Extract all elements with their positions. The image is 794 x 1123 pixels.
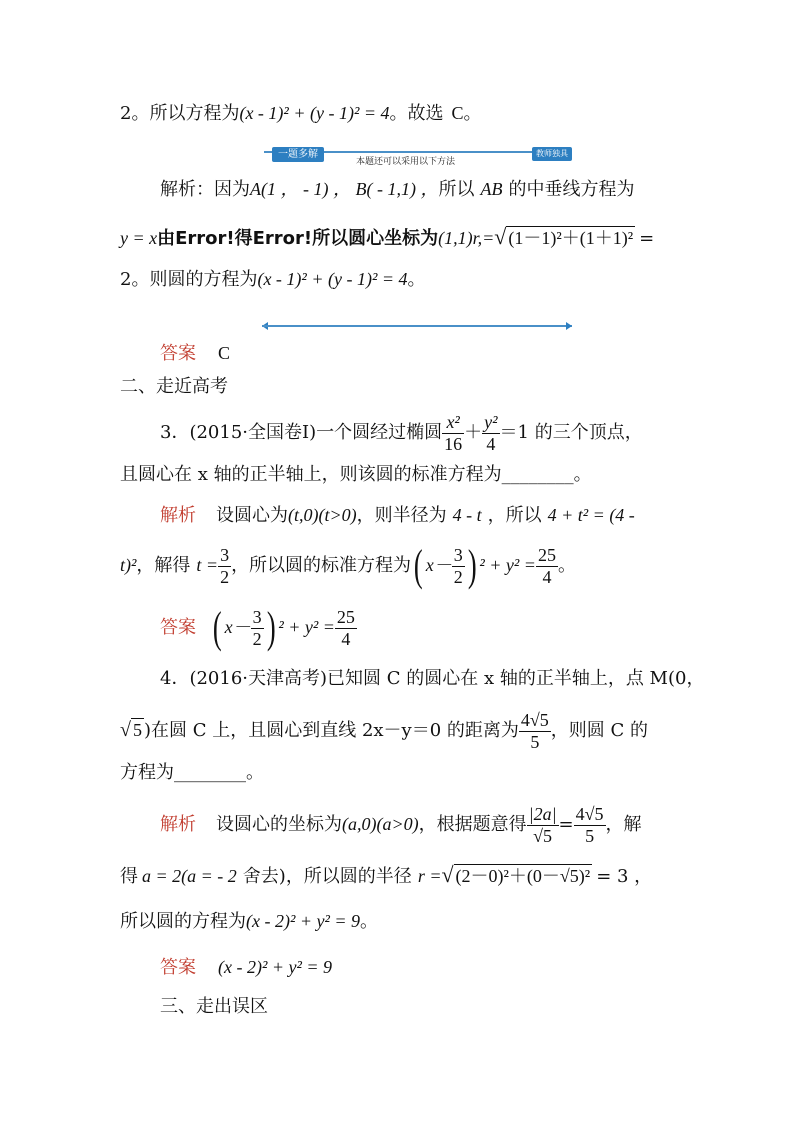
text: 设圆心为	[216, 505, 288, 526]
a-value: a = 2(a = - 2	[142, 866, 237, 886]
text: 。	[557, 555, 576, 576]
equals: =	[639, 228, 655, 249]
center: (a,0)(a>0)	[342, 814, 419, 835]
x-minus: x－	[224, 617, 251, 637]
numerator: y²	[484, 412, 498, 432]
denominator: 5	[585, 825, 595, 846]
text: 2。则圆的方程为	[120, 269, 258, 290]
text: ，所以圆的标准方程为	[231, 555, 412, 576]
text: 3．(2015·全国卷Ⅰ)一个圆经过椭圆	[160, 422, 443, 444]
numerator: 25	[537, 544, 556, 565]
answer-label: 答案	[160, 343, 196, 364]
text: ，解	[605, 814, 642, 836]
answer-label: 答案	[160, 957, 196, 978]
left-paren: (	[212, 603, 222, 652]
center: (1,1)r,=	[438, 228, 495, 248]
solution-4-line-3	[120, 912, 378, 931]
question-3-line-1	[160, 412, 643, 454]
text: ：因为	[196, 179, 250, 200]
text: 由Error!得Error!所以圆心坐标为	[157, 228, 439, 249]
multi-solution-banner	[260, 145, 572, 167]
radicand: (1－1)²＋(1＋1)²	[508, 228, 634, 248]
heading-text: 三、走出误区	[160, 996, 268, 1017]
t-equals: t =	[196, 555, 219, 575]
numerator: 25	[336, 606, 355, 627]
answer-4-line	[160, 958, 332, 977]
banner-subtitle: 本题还可以采用以下方法	[356, 157, 456, 167]
alt-solution-line-2	[120, 226, 654, 248]
solution-line-1	[120, 104, 482, 123]
numerator: 4√5	[520, 710, 549, 730]
denominator: 4	[542, 566, 552, 587]
banner-teacher-tag: 教师独具	[532, 147, 572, 161]
text: 舍去)	[242, 866, 286, 887]
text: 。	[407, 269, 426, 290]
text: 得	[120, 866, 138, 887]
points: A(1 ， - 1) ， B( - 1,1) ，	[250, 179, 439, 199]
label: 解析	[160, 179, 196, 200]
banner-end-rule	[262, 322, 572, 330]
text: ，根据题意得	[418, 814, 527, 836]
fraction	[482, 412, 499, 454]
solution-4-line-2	[120, 864, 652, 886]
radical: √ 5	[120, 719, 142, 742]
denominator: 5	[530, 731, 540, 752]
radicand: (2－0)²＋(0－√5)²	[455, 866, 591, 886]
text: ，解得	[136, 555, 191, 576]
radius: 4 - t	[452, 505, 482, 525]
text: )在圆 C 上，且圆心到直线 2x－y＝0 的距离为	[143, 720, 519, 742]
tail: ² + y² =	[278, 617, 335, 637]
text: 所以	[438, 179, 475, 200]
text: 的中垂线方程为	[508, 179, 635, 200]
answer-value: C	[218, 343, 231, 363]
equation: (x - 1)² + (y - 1)² = 4	[239, 103, 390, 123]
solution-3-line-1	[160, 506, 635, 525]
equals: =	[558, 814, 574, 836]
text: ，所以圆的半径	[285, 866, 412, 887]
section-heading	[160, 998, 268, 1016]
radical: √ (1－1)²＋(1＋1)²	[494, 224, 634, 249]
answer-line	[160, 344, 230, 363]
text: 方程为________。	[120, 762, 264, 783]
numerator: |2a|	[528, 804, 557, 824]
text: ，则半径为	[356, 505, 447, 526]
right-arrow-icon	[566, 322, 572, 330]
text: ，则圆 C 的	[550, 720, 648, 742]
center: (t,0)(t>0)	[288, 505, 357, 525]
answer-3-line	[160, 603, 357, 652]
numerator: x²	[442, 412, 464, 434]
numerator: 3	[453, 544, 463, 565]
text: t)²	[120, 555, 137, 575]
equation: (x - 1)² + (y - 1)² = 4	[257, 269, 408, 289]
text: 且圆心在 x 轴的正半轴上，则该圆的标准方程为________。	[120, 464, 592, 485]
analysis-label: 解析	[160, 814, 196, 836]
fraction	[527, 804, 559, 846]
answer-value: (x - 2)² + y² = 9	[218, 957, 333, 977]
fraction	[536, 545, 558, 587]
fraction	[442, 412, 464, 454]
right-paren: )	[266, 603, 276, 652]
right-paren: )	[467, 541, 477, 590]
text: 4．(2016·天津高考)已知圆 C 的圆心在 x 轴的正半轴上，点 M(0，	[160, 668, 705, 689]
x-minus: x－	[425, 555, 452, 575]
numerator: 4√5	[575, 804, 604, 824]
denominator: √5	[533, 825, 553, 846]
denominator: 2	[252, 628, 262, 649]
solution-4-line-1	[160, 804, 642, 846]
segment: AB	[480, 179, 503, 199]
fraction	[251, 607, 264, 649]
plus: ＋	[464, 422, 483, 444]
heading-text: 二、走近高考	[120, 376, 228, 397]
fraction	[452, 545, 465, 587]
radicand: 5	[132, 720, 142, 741]
text: ＝1 的三个顶点，	[499, 422, 643, 444]
text: 。	[360, 911, 379, 932]
banner-tag: 一题多解	[272, 147, 324, 162]
line-eq: y = x	[120, 228, 158, 248]
equation: 4 + t² = (4 -	[547, 505, 635, 525]
section-heading	[120, 378, 228, 396]
denominator: 4	[341, 628, 351, 649]
denominator: 16	[444, 433, 463, 454]
question-3-line-2	[120, 466, 592, 484]
fraction	[519, 710, 551, 752]
equation: (x - 2)² + y² = 9	[246, 911, 361, 931]
alt-solution-line-3	[120, 270, 425, 289]
radical: √ (2－0)²＋(0－√5)²	[441, 862, 591, 887]
rule	[262, 325, 572, 327]
analysis-label: 解析	[160, 505, 196, 526]
result: = 3 ，	[596, 866, 653, 887]
answer-label: 答案	[160, 617, 196, 638]
question-4-line-1	[160, 670, 704, 688]
numerator: 3	[220, 544, 230, 565]
answer-choice: C。	[451, 103, 482, 123]
denominator: 2	[453, 566, 463, 587]
text: 。故选	[389, 103, 444, 124]
left-paren: (	[413, 541, 423, 590]
text: ，所以	[487, 505, 542, 526]
text: 设圆心的坐标为	[216, 814, 342, 836]
question-4-line-2	[120, 710, 648, 752]
numerator: 3	[252, 606, 262, 627]
r-equals: r =	[417, 866, 442, 886]
denominator: 4	[486, 433, 496, 454]
solution-3-line-2	[120, 541, 576, 590]
denominator: 2	[220, 566, 230, 587]
text: 所以圆的方程为	[120, 911, 246, 932]
tail: ² + y² =	[479, 555, 536, 575]
question-4-line-3	[120, 764, 264, 782]
fraction	[218, 545, 231, 587]
fraction	[335, 607, 357, 649]
text: 2。所以方程为	[120, 103, 240, 124]
fraction	[574, 804, 606, 846]
alt-solution-line-1	[160, 180, 634, 199]
